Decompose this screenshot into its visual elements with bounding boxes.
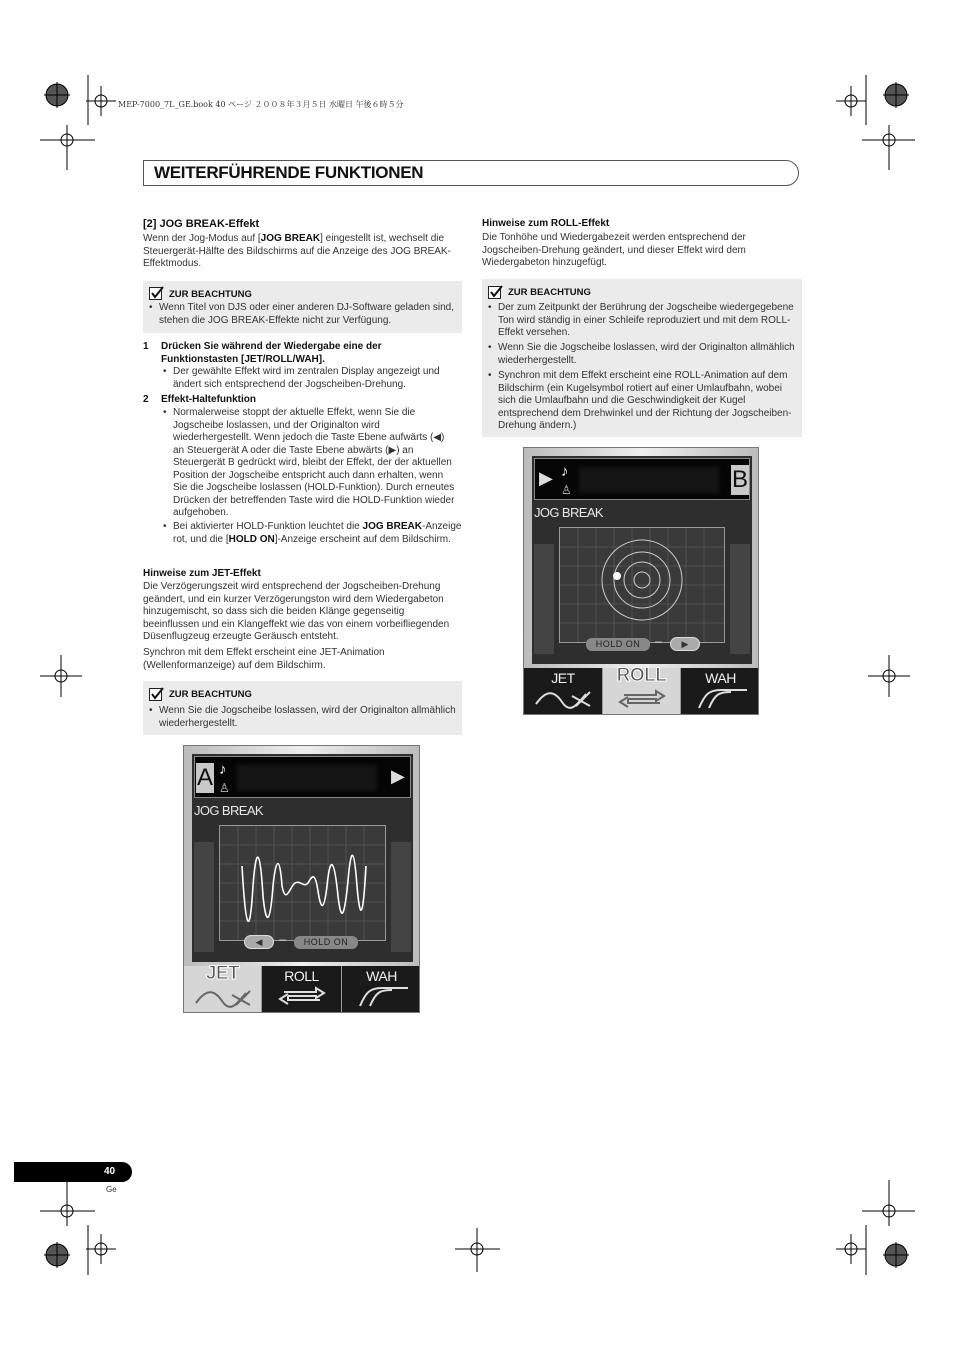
wah-icon bbox=[691, 686, 751, 710]
track-info-bar bbox=[194, 756, 411, 798]
print-file-info: MEP-7000_7L_GE.book 40 ページ ２００８年３月５日 水曜日 午後６時５分 bbox=[118, 100, 404, 109]
roll-heading: Hinweise zum ROLL-Effekt bbox=[482, 218, 610, 229]
jog-break-label: JOG BREAK bbox=[534, 505, 604, 520]
note-title: ZUR BEACHTUNG bbox=[169, 689, 252, 700]
music-note-icon: ♪ bbox=[219, 761, 227, 778]
roll-button[interactable]: ROLL bbox=[262, 966, 342, 1013]
jog-break-label: JOG BREAK bbox=[194, 803, 264, 818]
roll-paragraph: Die Tonhöhe und Wiedergabezeit werden entsprechend der Jogscheiben-Drehung geändert, und dieser Effekt wird dem Wiedergabeton hinzugefügt. bbox=[482, 232, 746, 268]
jog-break-heading: [2] JOG BREAK-Effekt bbox=[143, 218, 260, 230]
note-title: ZUR BEACHTUNG bbox=[169, 289, 252, 300]
language-code: Ge bbox=[106, 1185, 117, 1194]
jet-button[interactable]: JET bbox=[524, 668, 603, 715]
jet-icon bbox=[528, 686, 598, 710]
step-2-title: Effekt-Haltefunktion bbox=[161, 394, 256, 405]
level-up-button[interactable]: ◀ bbox=[244, 935, 274, 949]
checkmark-icon bbox=[488, 286, 501, 299]
note-item: Wenn Sie die Jogscheibe loslassen, wird der Originalton allmählich wiederhergestellt. bbox=[159, 705, 456, 729]
orbit-rings bbox=[602, 540, 682, 620]
blurred-title bbox=[579, 467, 719, 493]
roll-icon bbox=[272, 984, 332, 1008]
roll-orbit-display bbox=[559, 527, 725, 643]
note-box-3: ZUR BEACHTUNG • Der zum Zeitpunkt der Berührung der Jogscheibe wiedergegebene Ton wird ständig in einer Schleife reproduziert und mit dem ROLL-Effekt versehen. • Wenn Sie die Jogscheibe loslassen, wird der Originalton allmählich wiederhergestellt. • Synchron mit dem Effekt erscheint eine ROLL-Animation auf dem Bildschirm (ein Kugelsymbol rotiert auf einer Umlaufbahn, wobei sich die Umlaufbahn und die Geschwindigkeit der Kugel entsprechend dem Drehwinkel und der Richtung der Jogscheiben-Drehung ändern.) bbox=[482, 279, 802, 437]
page-number: 40 bbox=[104, 1166, 116, 1177]
screen-a: A ♪ ♙ ▶ JOG BREAK ◀ – HOLD ON JET ROLL WAH bbox=[183, 745, 420, 1013]
note-item: Synchron mit dem Effekt erscheint eine ROLL-Animation auf dem Bildschirm (ein Kugelsymbol rotiert auf einer Umlaufbahn, wobei sich die Umlaufbahn und die Geschwindigkeit der Kugel entsprechend dem Drehwinkel und der Richtung der Jogscheiben-Drehung ändern.) bbox=[498, 370, 792, 431]
play-arrow-icon: ▶ bbox=[391, 766, 405, 786]
jet-heading: Hinweise zum JET-Effekt bbox=[143, 568, 261, 579]
blurred-title bbox=[237, 765, 377, 791]
play-arrow-icon: ▶ bbox=[539, 468, 553, 488]
roll-icon bbox=[612, 687, 672, 711]
step-2-bullet-1: Normalerweise stoppt der aktuelle Effekt, wenn Sie die Jogscheibe loslassen, und der Originalton wird wiederhergestellt. Wenn jedoch die Taste Ebene aufwärts (◀) an Steuergerät A oder die Taste Ebene abwärts (▶) an Steuergerät B gedrückt wird, bleibt der Effekt, der der aktuellen Position der Jogscheibe entspricht auch dann erhalten, wenn Sie die Jogscheibe loslassen (HOLD-Funktion). Durch erneutes Drücken der betreffenden Taste wird die HOLD-Funktion wieder aufgehoben. bbox=[173, 407, 455, 518]
wah-icon bbox=[352, 984, 412, 1008]
hold-on-indicator: HOLD ON bbox=[586, 638, 650, 651]
deck-indicator: B bbox=[731, 466, 748, 493]
checkmark-icon bbox=[149, 688, 162, 701]
deck-indicator: A bbox=[196, 764, 213, 791]
music-note-icon: ♪ bbox=[561, 463, 569, 480]
jet-icon bbox=[188, 985, 258, 1009]
artist-icon: ♙ bbox=[561, 483, 572, 497]
note-item: Der zum Zeitpunkt der Berührung der Jogscheibe wiedergegebene Ton wird ständig in einer Schleife reproduziert und mit dem ROLL-Effekt versehen. bbox=[498, 302, 794, 338]
roll-ball bbox=[613, 572, 621, 580]
screen-b: ▶ ♪ ♙ B JOG BREAK HOLD ON – ▶ JET ROLL WAH bbox=[523, 447, 759, 715]
step-1-bullet: Der gewählte Effekt wird im zentralen Display angezeigt und ändert sich entsprechend der Jogscheiben-Drehung. bbox=[173, 366, 440, 390]
jet-waveform bbox=[242, 855, 366, 921]
note-box-1: ZUR BEACHTUNG • Wenn Titel von DJS oder einer anderen DJ-Software geladen sind, stehen die JOG BREAK-Effekte nicht zur Verfügung. bbox=[143, 281, 462, 333]
note-title: ZUR BEACHTUNG bbox=[508, 287, 591, 298]
jog-break-intro: Wenn der Jog-Modus auf [JOG BREAK] eingestellt ist, wechselt die Steuergerät-Hälfte des Bildschirms auf die Anzeige des JOG BREAK-Effektmodus. bbox=[143, 233, 451, 269]
note-item: Wenn Titel von DJS oder einer anderen DJ-Software geladen sind, stehen die JOG BREAK-Effekte nicht zur Verfügung. bbox=[159, 302, 454, 326]
step-2-bullet-2: Bei aktivierter HOLD-Funktion leuchtet die JOG BREAK-Anzeige rot, und die [HOLD ON]-Anzeige erscheint auf dem Bildschirm. bbox=[173, 521, 462, 545]
track-info-bar bbox=[534, 458, 750, 500]
jet-paragraph-1: Die Verzögerungszeit wird entsprechend der Jogscheiben-Drehung geändert, und ein kurzer Verzögerungston wird dem Wiedergabeton hinzugemischt, so dass sich die beiden Klänge gegenseitig beeinflussen und ein Klangeffekt wie das von einem vorbeifliegenden Düsenflugzeug erzeugte Geräusch entsteht. bbox=[143, 581, 450, 642]
jet-paragraph-2: Synchron mit dem Effekt erscheint eine JET-Animation (Wellenformanzeige) auf dem Bildschirm. bbox=[143, 647, 385, 671]
jet-waveform-display bbox=[219, 825, 386, 941]
level-down-button[interactable]: ▶ bbox=[670, 637, 700, 651]
section-title: WEITERFÜHRENDE FUNKTIONEN bbox=[154, 163, 424, 182]
step-1-title: Drücken Sie während der Wiedergabe eine der Funktionstasten [JET/ROLL/WAH]. bbox=[161, 341, 382, 365]
checkmark-icon bbox=[149, 287, 162, 300]
roll-button[interactable]: ROLL bbox=[603, 668, 681, 715]
note-box-2: ZUR BEACHTUNG • Wenn Sie die Jogscheibe loslassen, wird der Originalton allmählich wiederhergestellt. bbox=[143, 681, 462, 735]
wah-button[interactable]: WAH bbox=[681, 668, 759, 715]
jet-button[interactable]: JET bbox=[184, 966, 262, 1013]
artist-icon: ♙ bbox=[219, 781, 230, 795]
note-item: Wenn Sie die Jogscheibe loslassen, wird der Originalton allmählich wiederhergestellt. bbox=[498, 342, 795, 366]
hold-on-indicator: HOLD ON bbox=[294, 936, 358, 949]
wah-button[interactable]: WAH bbox=[342, 966, 420, 1013]
